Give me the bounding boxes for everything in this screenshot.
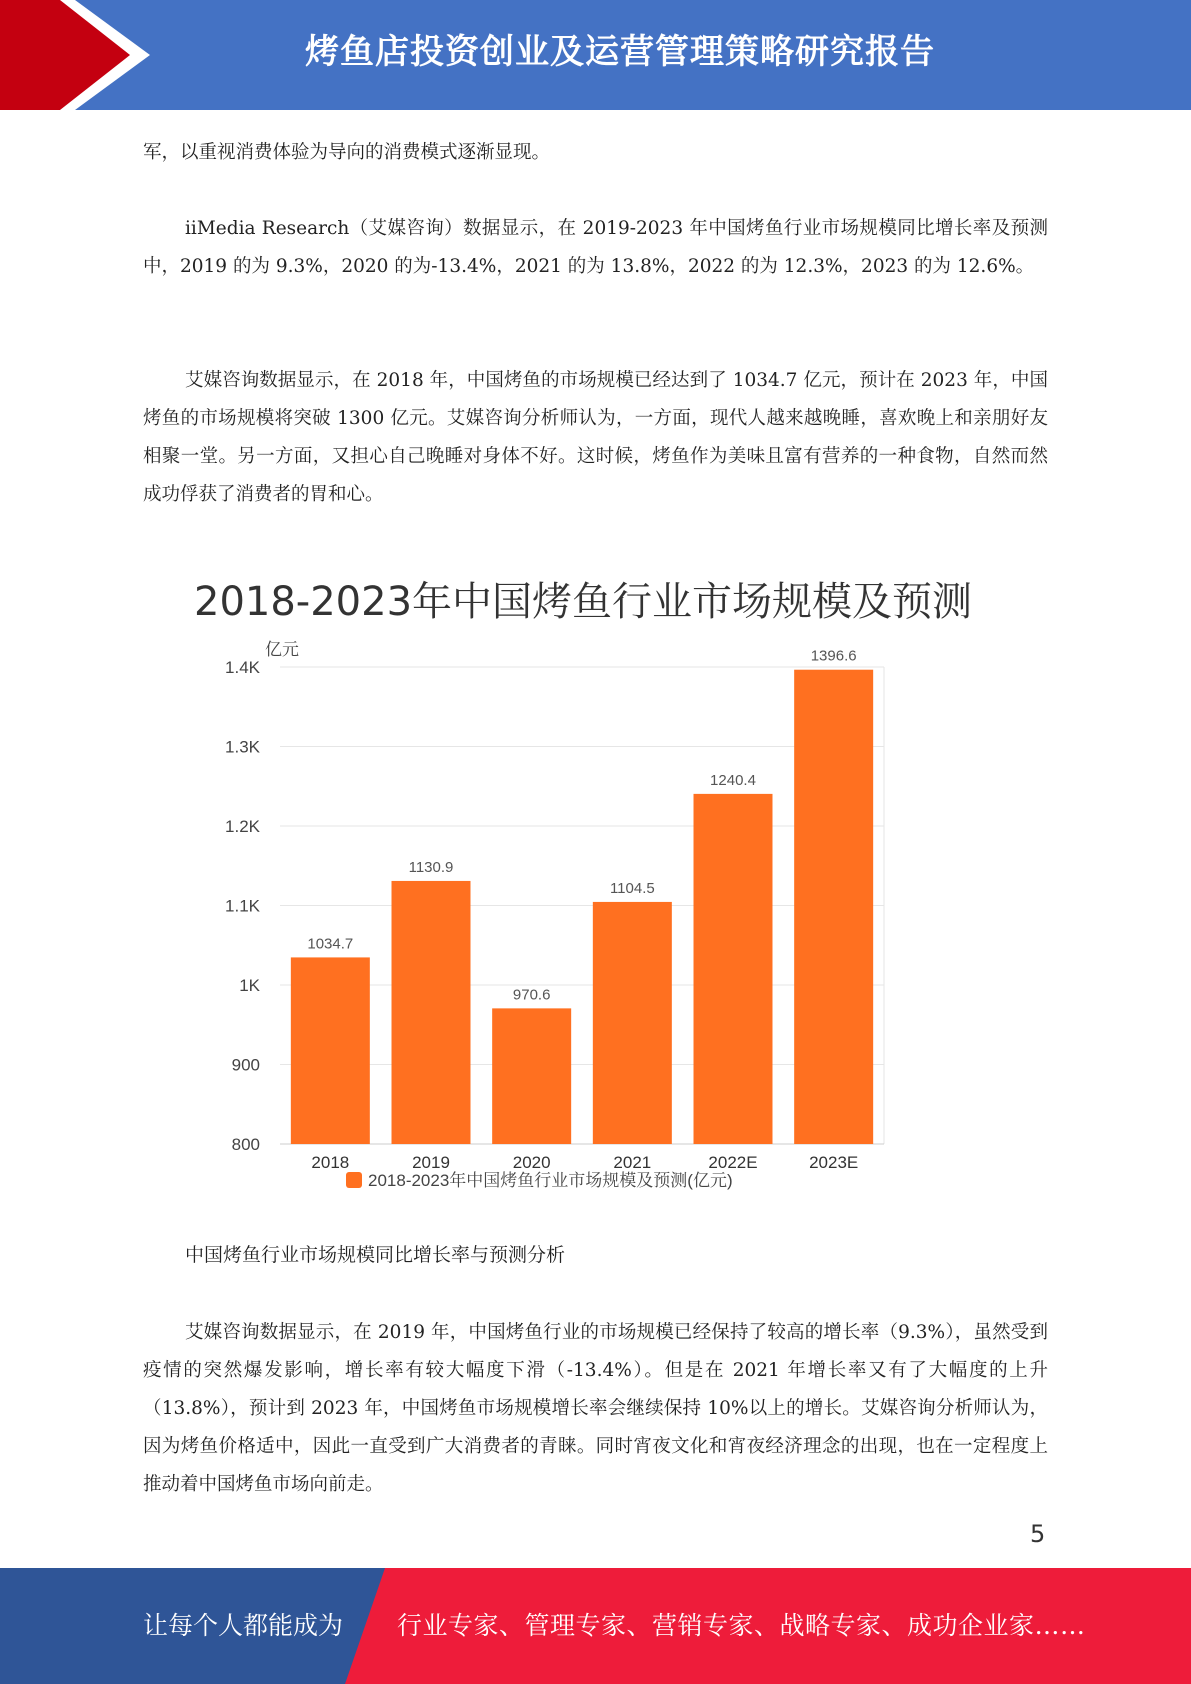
chart-svg [178,560,1018,1220]
legend-swatch [346,1172,362,1188]
y-tick-label: 1.2K [225,817,260,836]
bar-chart [178,560,1018,1220]
bar [694,794,773,1144]
data-label: 1104.5 [609,879,655,897]
data-label: 1130.9 [408,858,454,876]
paragraph-1: 军，以重视消费体验为导向的消费模式逐渐显现。 [143,142,551,163]
x-tick-label: 2021 [613,1153,652,1172]
paragraph-2: iiMedia Research（艾媒咨询）数据显示，在 2019-2023 年中国烤鱼行业市场规模同比增长率及预测中，2019 的为 9.3%，2020 的为-13.4%，2021 的为 13.8%，2022 的为 12.3%，2023 的为 12.6%。 [143,218,1048,277]
y-unit-label: 亿元 [265,640,299,659]
data-label: 970.6 [512,986,551,1004]
header-title: 烤鱼店投资创业及运营管理策略研究报告 [305,32,935,72]
y-tick-label: 1K [239,976,260,995]
x-tick-label: 2023E [809,1153,859,1172]
page-footer [0,1568,1191,1684]
data-label: 1396.6 [810,647,857,665]
chart-caption: 中国烤鱼行业市场规模同比增长率与预测分析 [185,1244,566,1266]
legend-label: 2018-2023年中国烤鱼行业市场规模及预测(亿元) [368,1171,733,1190]
bar [291,957,370,1144]
y-tick-label: 800 [231,1135,260,1154]
paragraph-4: 艾媒咨询数据显示，在 2019 年，中国烤鱼行业的市场规模已经保持了较高的增长率（9.3%），虽然受到疫情的突然爆发影响，增长率有较大幅度下滑（-13.4%）。但是在 2021 年增长率又有了大幅度的上升（13.8%），预计到 2023 年，中国烤鱼市场规模增长率会继续保持 10%以上的增长。艾媒咨询分析师认为，因为烤鱼价格适中，因此一直受到广大消费者的青睐。同时宵夜文化和宵夜经济理念的出现，也在一定程度上推动着中国烤鱼市场向前走。 [143,1322,1048,1495]
footer-slogan-right: 行业专家、管理专家、营销专家、战略专家、成功企业家…… [397,1611,1086,1640]
footer-slogan-left: 让每个人都能成为 [143,1611,344,1640]
bar [593,902,672,1144]
bar [492,1008,571,1144]
y-tick-label: 900 [231,1055,260,1075]
bar [794,670,873,1144]
paragraph-3: 艾媒咨询数据显示，在 2018 年，中国烤鱼的市场规模已经达到了 1034.7 亿元，预计在 2023 年，中国烤鱼的市场规模将突破 1300 亿元。艾媒咨询分析师认为，一方面，现代人越来越晚睡，喜欢晚上和亲朋好友相聚一堂。另一方面，又担心自己晚睡对身体不好。这时候，烤鱼作为美味且富有营养的一种食物，自然而然成功俘获了消费者的胃和心。 [143,370,1048,505]
chart-title: 2018-2023年中国烤鱼行业市场规模及预测 [194,579,973,625]
x-tick-label: 2022E [708,1153,758,1172]
bar [392,881,471,1144]
x-tick-label: 2018 [311,1153,350,1172]
y-tick-label: 1.1K [225,896,260,916]
page-number: 5 [1030,1520,1046,1548]
page-header [0,0,1191,110]
data-label: 1240.4 [710,771,756,789]
y-tick-label: 1.3K [225,737,260,757]
x-tick-label: 2019 [412,1153,450,1172]
x-tick-label: 2020 [512,1153,551,1172]
data-label: 1034.7 [307,935,354,953]
y-tick-label: 1.4K [225,658,260,677]
